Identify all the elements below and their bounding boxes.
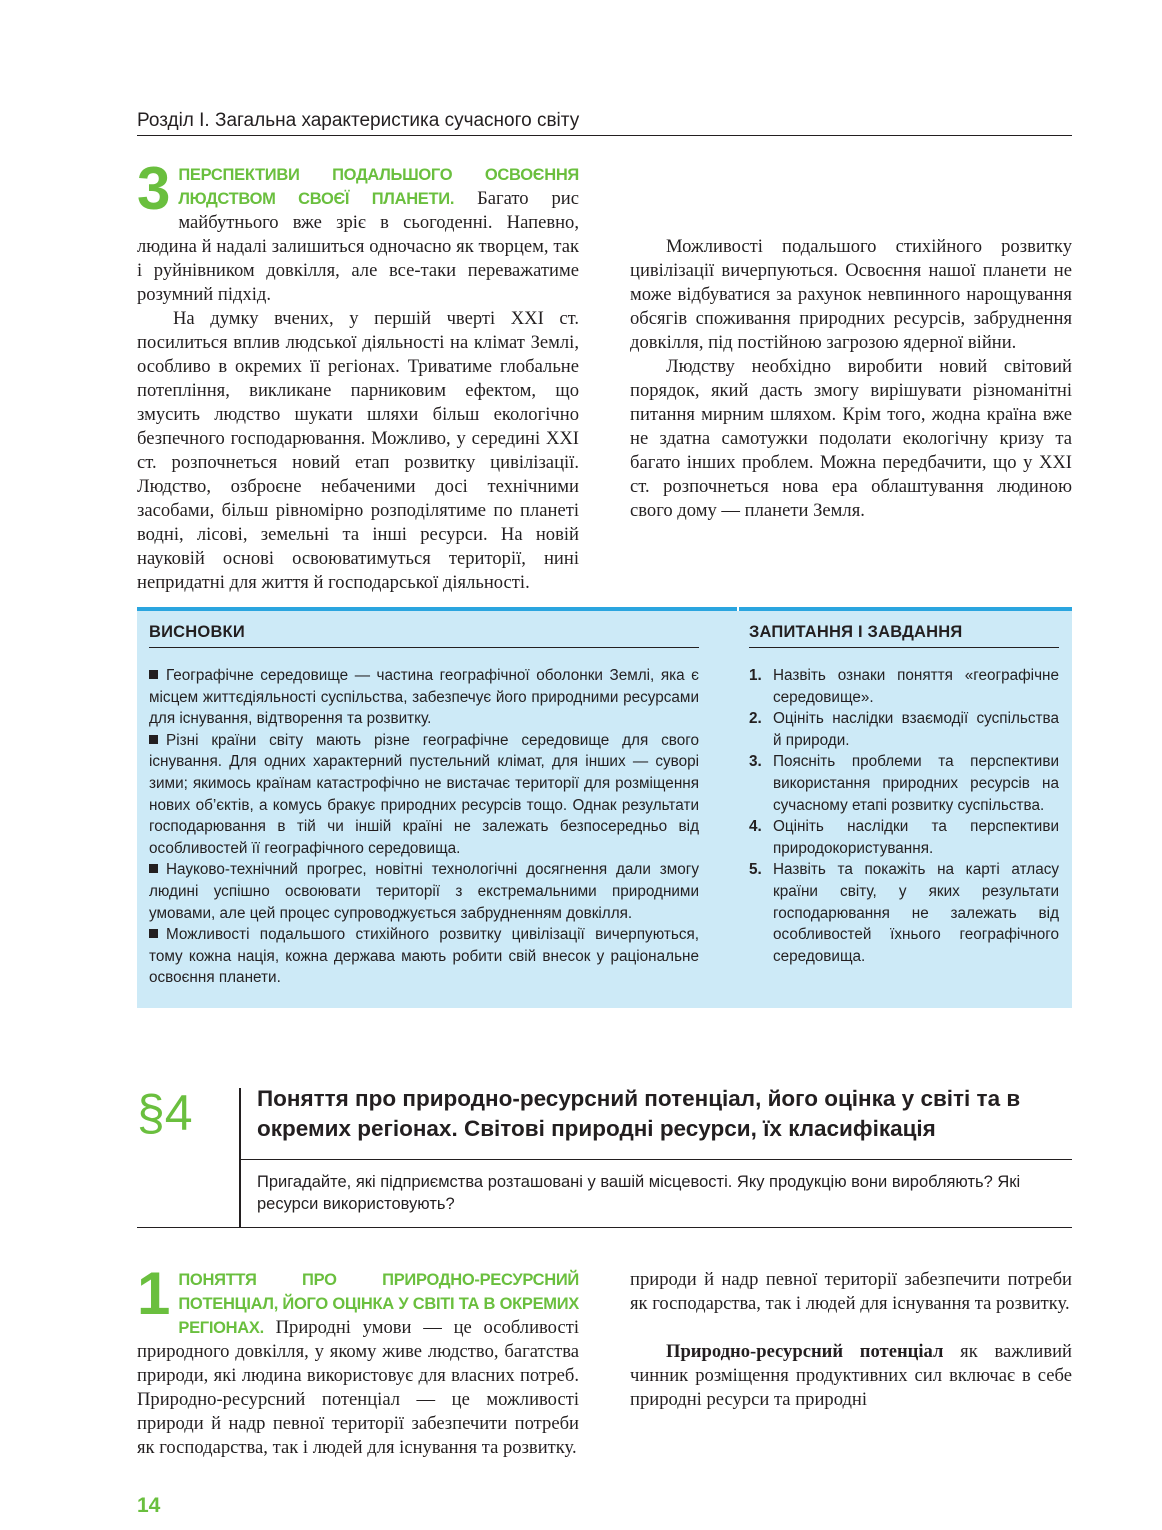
question-item: 5. Назвіть та покажіть на карті атласу країни світу, у яких результати господарювання не залежать від особливостей їхнього географічного середовища.: [749, 861, 1059, 965]
section3-title: ПЕРСПЕКТИВИ ПОДАЛЬШОГО ОСВОЄННЯ ЛЮДСТВОМ СВОЄЇ ПЛАНЕТИ.: [178, 166, 579, 208]
section1-title: ПОНЯТТЯ ПРО ПРИРОДНО-РЕСУРСНИЙ ПОТЕНЦІАЛ, ЙОГО ОЦІНКА У СВІТІ ТА В ОКРЕМИХ РЕГІОНАХ.: [178, 1271, 579, 1337]
section1-number: 1: [137, 1268, 171, 1327]
square-bullet-icon: [149, 735, 158, 744]
section3-paragraph-2: На думку вчених, у першій чверті XXI ст. посилиться вплив людської діяльності на клімат Землі, особливо в окремих її регіонах. Триватиме глобальне потепління, викликане парниковим ефектом, що змусить людство шукати шляхи більш екологічно безпечного господарювання. Можливо, у середині XXI ст. розпочнеться новий етап розвитку цивілізації. Людство, озброєне небаченими досі технічними засобами, більш рівномірно розподілятиме по планеті водні, лісові, земельні та інші ресурси. На новій науковій основі освоюватимуться території, нині непридатні для життя й господарської діяльності.: [137, 308, 579, 593]
questions-heading: ЗАПИТАННЯ І ЗАВДАННЯ: [749, 623, 1059, 648]
questions-list: [749, 665, 1059, 967]
conclusions-heading: ВИСНОВКИ: [149, 623, 699, 648]
section1-left-column: [137, 1268, 579, 1484]
conclusion-item: Науково-технічний прогрес, новітні технологічні досягнення дали змогу людині успішно освоювати території з екстремальними природними умовами, але цей процес супроводжується забрудненням довкілля.: [149, 861, 699, 922]
section3-paragraph-4: Людству необхідно виробити новий світовий порядок, який дасть змогу вирішувати різноманітні питання мирним шляхом. Крім того, жодна країна вже не здатна самотужки подолати екологічну кризу та багато інших проблем. Можна передбачити, що у XXI ст. розпочнеться нова ера облаштування людиною свого дому — планети Земля.: [630, 356, 1072, 521]
section1-text-continued: природи й надр певної території забезпечити потреби як господарства, так і людей для існування та розвитку.: [630, 1269, 1072, 1314]
conclusion-item: Різні країни світу мають різне географічне середовище для свого існування. Для одних характерний пустельний клімат, для інших — суворі зими; якимось країнам катастрофічно не вистачає території для розміщення нових об’єктів, а комусь бракує природних ресурсів тощо. Однак результати господарювання в тій чи іншій країні не залежать безпосередньо від особливостей її географічного середовища.: [149, 731, 699, 857]
paragraph4-recall-question: Пригадайте, які підприємства розташовані у вашій місцевості. Яку продукцію вони виробляють? Які ресурси використовують?: [257, 1173, 1021, 1213]
running-header: [137, 109, 1072, 136]
section1-text-2: як важливий чинник розміщення продуктивних сил включає в себе природні ресурси та природні: [630, 1341, 1072, 1410]
section3-paragraph-3: Можливості подальшого стихійного розвитку цивілізації вичерпуються. Освоєння нашої планети не може відбуватися за рахунок невпинного нарощування обсягів споживання природних ресурсів, забруднення довкілля, під постійною загрозою ядерної війни.: [630, 236, 1072, 353]
page-number: 14: [137, 1494, 161, 1517]
square-bullet-icon: [149, 864, 158, 873]
paragraph4-title: Поняття про природно-ресурсний потенціал, його оцінка у світі та в окремих регіонах. Світові природні ресурси, їх класифікація: [257, 1086, 1021, 1141]
paragraph4-number: §4: [137, 1085, 193, 1141]
section3-left-column: [137, 155, 579, 595]
square-bullet-icon: [149, 929, 158, 938]
conclusion-item: Географічне середовище — частина географічної оболонки Землі, яка є місцем життєдіяльності суспільства, забезпечує його природними ресурсами для існування, відтворення та розвитку.: [149, 667, 699, 728]
header-title: Розділ І. Загальна характеристика сучасного світу: [137, 110, 580, 131]
question-item: 4. Оцініть наслідки та перспективи природокористування.: [749, 818, 1059, 857]
question-item: 3. Поясніть проблеми та перспективи використання природних ресурсів на сучасному етапі розвитку суспільства.: [749, 753, 1059, 814]
section1-text: Природні умови — це особливості природного довкілля, у якому живе людство, багатства природи, які людина використовує для власних потреб. Природно-ресурсний потенціал — це можливості природи й надр певної території забезпечити потреби як господарства, так і людей для існування та розвитку.: [137, 1317, 579, 1458]
conclusions-list: [149, 665, 699, 989]
vertical-rule: [239, 1088, 241, 1227]
square-bullet-icon: [149, 670, 158, 679]
question-item: 2. Оцініть наслідки взаємодії суспільства й природи.: [749, 710, 1059, 749]
horizontal-rule: [240, 1159, 1072, 1160]
conclusion-item: Можливості подальшого стихійного розвитку цивілізації вичерпуються, тому кожна нація, кожна держава мають робити свій внесок у раціональне освоєння планети.: [149, 926, 699, 987]
section3-intro: Багато рис майбутнього вже зріє в сьогоденні. Напевно, людина й надалі залишиться одночасно як творцем, так і руйнівником довкілля, але все-таки переважатиме розумний підхід.: [137, 188, 579, 305]
question-item: 1. Назвіть ознаки поняття «географічне середовище».: [749, 667, 1059, 706]
summary-panel: [137, 607, 1072, 1008]
section1-bold-term: Природно-ресурсний потенціал: [666, 1341, 944, 1362]
section3-number: 3: [137, 155, 171, 222]
panel-divider: [737, 607, 739, 611]
section3-right-column: [630, 163, 1072, 523]
paragraph4-heading-block: [137, 1074, 1072, 1228]
conclusions-block: [149, 623, 699, 989]
section1-right-column: [630, 1268, 1072, 1412]
questions-block: [749, 623, 1059, 967]
